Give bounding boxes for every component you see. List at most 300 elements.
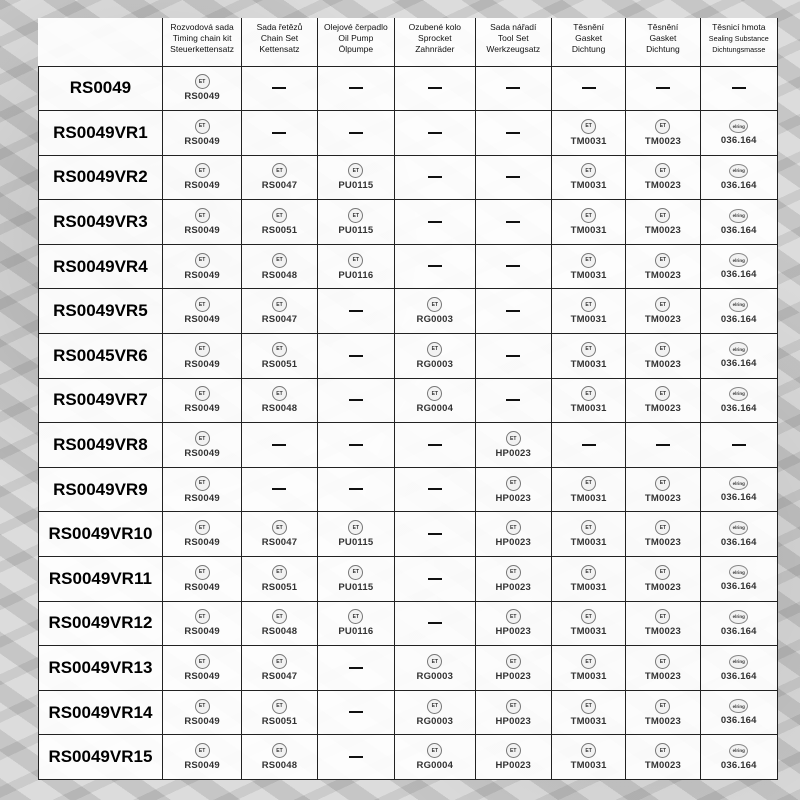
- part-item: [395, 743, 475, 771]
- et-logo-icon: ET: [581, 565, 596, 580]
- column-header-line: Oil Pump: [338, 33, 374, 43]
- elring-logo-icon: elring: [729, 119, 748, 133]
- et-logo-icon: ET: [427, 297, 442, 312]
- table-row: [39, 467, 778, 512]
- part-item: [242, 297, 316, 325]
- part-cell: [317, 423, 394, 468]
- part-code: RS0049: [184, 492, 220, 504]
- part-item: [701, 387, 777, 414]
- part-item: [476, 699, 551, 727]
- column-header-line: Chain Set: [260, 33, 299, 43]
- part-cell: [551, 423, 625, 468]
- et-logo-icon: ET: [655, 253, 670, 268]
- part-item: [242, 565, 316, 593]
- kit-name: RS0049VR1: [39, 111, 163, 156]
- part-item: [552, 699, 625, 727]
- part-cell: [395, 244, 476, 289]
- et-logo-icon: ET: [655, 520, 670, 535]
- part-cell: [551, 467, 625, 512]
- table-row: [39, 735, 778, 780]
- part-item: [476, 654, 551, 682]
- et-logo-icon: ET: [655, 163, 670, 178]
- part-cell: [475, 378, 551, 423]
- column-header: [475, 18, 551, 66]
- part-cell: [626, 690, 700, 735]
- part-code: RS0047: [261, 537, 298, 549]
- kit-name: RS0049VR13: [39, 646, 163, 691]
- et-logo-icon: ET: [195, 342, 210, 357]
- parts-table-container: [38, 18, 778, 780]
- et-logo-icon: ET: [195, 654, 210, 669]
- elring-logo-icon: elring: [729, 655, 748, 669]
- part-cell: [626, 289, 700, 334]
- kit-name: RS0049VR12: [39, 601, 163, 646]
- part-item: [701, 476, 777, 503]
- part-cell: [242, 512, 317, 557]
- part-code: HP0023: [495, 537, 532, 549]
- part-cell: [551, 512, 625, 557]
- part-code: RS0049: [184, 537, 220, 549]
- part-cell: [162, 512, 241, 557]
- part-cell: [242, 244, 317, 289]
- elring-logo-icon: elring: [729, 253, 748, 267]
- part-cell: [395, 512, 476, 557]
- part-cell: [475, 690, 551, 735]
- part-item: [552, 476, 625, 504]
- part-item: [395, 342, 475, 370]
- part-cell: [317, 289, 394, 334]
- part-cell: [700, 334, 777, 379]
- part-item: [318, 609, 394, 637]
- part-code: TM0023: [644, 358, 681, 370]
- part-code: RS0047: [261, 671, 298, 683]
- part-item: [163, 476, 241, 504]
- part-item: [163, 431, 241, 459]
- not-included-dash: [506, 221, 520, 223]
- column-header-line: Dichtung: [571, 44, 606, 54]
- part-cell: [475, 155, 551, 200]
- part-code: RG0004: [416, 760, 454, 772]
- part-cell: [162, 244, 241, 289]
- column-header-line: Sprocket: [418, 33, 452, 43]
- part-code: 036.164: [720, 358, 757, 370]
- kit-name: RS0049VR9: [39, 467, 163, 512]
- table-row: [39, 601, 778, 646]
- part-code: RS0049: [184, 135, 220, 147]
- et-logo-icon: ET: [348, 609, 363, 624]
- part-cell: [551, 557, 625, 602]
- part-cell: [475, 735, 551, 780]
- part-cell: [551, 289, 625, 334]
- part-code: HP0023: [495, 671, 532, 683]
- part-item: [163, 565, 241, 593]
- part-cell: [317, 601, 394, 646]
- not-included-dash: [582, 87, 596, 89]
- elring-logo-icon: elring: [729, 164, 748, 178]
- part-code: HP0023: [495, 715, 532, 727]
- kit-name: RS0049VR8: [39, 423, 163, 468]
- elring-logo-icon: elring: [729, 298, 748, 312]
- part-code: HP0023: [495, 448, 532, 460]
- part-cell: [395, 378, 476, 423]
- not-included-dash: [428, 622, 442, 624]
- part-item: [242, 342, 316, 370]
- part-cell: [626, 334, 700, 379]
- et-logo-icon: ET: [195, 163, 210, 178]
- table-row: [39, 334, 778, 379]
- part-item: [701, 610, 777, 637]
- kit-name: RS0049VR15: [39, 735, 163, 780]
- not-included-dash: [428, 87, 442, 89]
- part-cell: [475, 244, 551, 289]
- et-logo-icon: ET: [581, 163, 596, 178]
- part-cell: [242, 200, 317, 245]
- part-code: TM0031: [570, 581, 607, 593]
- part-item: [552, 609, 625, 637]
- part-code: 036.164: [720, 313, 757, 325]
- part-cell: [162, 646, 241, 691]
- part-cell: [242, 467, 317, 512]
- column-header-line: Gasket: [575, 33, 603, 43]
- part-item: [163, 253, 241, 281]
- part-code: TM0031: [570, 403, 607, 415]
- part-code: RG0003: [416, 671, 454, 683]
- part-item: [318, 208, 394, 236]
- part-cell: [626, 601, 700, 646]
- part-code: TM0023: [644, 403, 681, 415]
- part-cell: [317, 155, 394, 200]
- et-logo-icon: ET: [272, 253, 287, 268]
- et-logo-icon: ET: [272, 342, 287, 357]
- header-row: [39, 18, 778, 66]
- part-code: TM0031: [570, 626, 607, 638]
- part-code: 036.164: [720, 670, 757, 682]
- et-logo-icon: ET: [581, 654, 596, 669]
- not-included-dash: [582, 444, 596, 446]
- part-item: [163, 743, 241, 771]
- part-item: [626, 163, 699, 191]
- not-included-dash: [506, 132, 520, 134]
- part-item: [318, 520, 394, 548]
- part-code: TM0023: [644, 135, 681, 147]
- part-code: TM0031: [570, 225, 607, 237]
- part-cell: [700, 646, 777, 691]
- part-cell: [317, 690, 394, 735]
- part-code: RG0003: [416, 715, 454, 727]
- not-included-dash: [428, 176, 442, 178]
- part-item: [701, 521, 777, 548]
- column-header-line: Těsnění: [647, 22, 679, 32]
- elring-logo-icon: elring: [729, 476, 748, 490]
- et-logo-icon: ET: [506, 743, 521, 758]
- et-logo-icon: ET: [348, 520, 363, 535]
- part-cell: [475, 557, 551, 602]
- part-cell: [395, 467, 476, 512]
- part-cell: [626, 66, 700, 111]
- not-included-dash: [349, 399, 363, 401]
- part-code: HP0023: [495, 760, 532, 772]
- et-logo-icon: ET: [195, 476, 210, 491]
- kit-name: RS0049VR2: [39, 155, 163, 200]
- kit-name: RS0045VR6: [39, 334, 163, 379]
- part-cell: [242, 289, 317, 334]
- part-code: RS0049: [184, 760, 220, 772]
- et-logo-icon: ET: [581, 699, 596, 714]
- column-header-line: Těsnicí hmota: [712, 22, 766, 32]
- part-cell: [242, 646, 317, 691]
- part-item: [476, 431, 551, 459]
- et-logo-icon: ET: [272, 609, 287, 624]
- et-logo-icon: ET: [581, 119, 596, 134]
- part-item: [552, 743, 625, 771]
- part-cell: [551, 244, 625, 289]
- table-row: [39, 111, 778, 156]
- part-cell: [700, 66, 777, 111]
- et-logo-icon: ET: [348, 163, 363, 178]
- part-cell: [551, 735, 625, 780]
- part-item: [395, 699, 475, 727]
- et-logo-icon: ET: [506, 565, 521, 580]
- part-cell: [317, 378, 394, 423]
- part-cell: [317, 200, 394, 245]
- part-cell: [317, 111, 394, 156]
- not-included-dash: [349, 667, 363, 669]
- et-logo-icon: ET: [195, 297, 210, 312]
- column-header: [551, 18, 625, 66]
- part-code: PU0115: [338, 180, 374, 192]
- part-item: [476, 565, 551, 593]
- part-code: RS0049: [184, 671, 220, 683]
- part-item: [626, 386, 699, 414]
- part-item: [701, 253, 777, 280]
- column-header-line: Dichtung: [646, 44, 680, 54]
- not-included-dash: [428, 444, 442, 446]
- not-included-dash: [349, 132, 363, 134]
- et-logo-icon: ET: [655, 743, 670, 758]
- not-included-dash: [349, 355, 363, 357]
- part-code: TM0031: [570, 358, 607, 370]
- part-code: TM0031: [570, 492, 607, 504]
- part-item: [552, 208, 625, 236]
- kit-name: RS0049VR14: [39, 690, 163, 735]
- part-cell: [162, 557, 241, 602]
- part-code: TM0031: [570, 760, 607, 772]
- kit-name: RS0049VR4: [39, 244, 163, 289]
- column-header: [242, 18, 317, 66]
- part-code: 036.164: [720, 224, 757, 236]
- et-logo-icon: ET: [195, 743, 210, 758]
- column-header-line: Kettensatz: [259, 44, 300, 54]
- part-item: [626, 654, 699, 682]
- et-logo-icon: ET: [506, 699, 521, 714]
- part-cell: [317, 735, 394, 780]
- kit-name: RS0049: [39, 66, 163, 111]
- column-header-line: Těsnění: [573, 22, 604, 32]
- not-included-dash: [428, 578, 442, 580]
- part-code: RS0049: [184, 314, 220, 326]
- part-item: [395, 386, 475, 414]
- part-code: TM0023: [644, 626, 681, 638]
- part-code: RS0049: [184, 448, 220, 460]
- part-code: TM0031: [570, 715, 607, 727]
- part-cell: [395, 557, 476, 602]
- et-logo-icon: ET: [655, 654, 670, 669]
- et-logo-icon: ET: [195, 119, 210, 134]
- part-cell: [242, 111, 317, 156]
- et-logo-icon: ET: [581, 476, 596, 491]
- not-included-dash: [506, 355, 520, 357]
- part-code: TM0031: [570, 537, 607, 549]
- part-code: TM0023: [644, 314, 681, 326]
- part-code: RS0048: [261, 403, 298, 415]
- part-item: [242, 163, 316, 191]
- part-item: [701, 342, 777, 369]
- part-code: 036.164: [720, 715, 757, 727]
- part-item: [626, 476, 699, 504]
- part-cell: [162, 601, 241, 646]
- part-code: RS0049: [184, 403, 220, 415]
- part-cell: [317, 244, 394, 289]
- part-item: [163, 520, 241, 548]
- part-item: [476, 609, 551, 637]
- part-code: 036.164: [720, 759, 757, 771]
- elring-logo-icon: elring: [729, 209, 748, 223]
- et-logo-icon: ET: [655, 342, 670, 357]
- table-row: [39, 646, 778, 691]
- part-cell: [700, 467, 777, 512]
- et-logo-icon: ET: [655, 297, 670, 312]
- et-logo-icon: ET: [272, 163, 287, 178]
- part-item: [626, 743, 699, 771]
- part-code: TM0023: [644, 180, 681, 192]
- part-cell: [475, 646, 551, 691]
- et-logo-icon: ET: [195, 520, 210, 535]
- part-cell: [551, 601, 625, 646]
- part-cell: [700, 512, 777, 557]
- part-item: [552, 386, 625, 414]
- part-item: [163, 386, 241, 414]
- et-logo-icon: ET: [506, 431, 521, 446]
- part-cell: [700, 244, 777, 289]
- part-code: TM0023: [644, 671, 681, 683]
- part-cell: [395, 735, 476, 780]
- part-cell: [700, 735, 777, 780]
- et-logo-icon: ET: [581, 297, 596, 312]
- part-item: [552, 565, 625, 593]
- table-row: [39, 423, 778, 468]
- part-cell: [475, 423, 551, 468]
- part-item: [701, 119, 777, 146]
- et-logo-icon: ET: [506, 654, 521, 669]
- part-cell: [242, 690, 317, 735]
- part-item: [318, 163, 394, 191]
- part-item: [552, 520, 625, 548]
- part-code: PU0115: [338, 581, 374, 593]
- part-item: [626, 342, 699, 370]
- et-logo-icon: ET: [581, 743, 596, 758]
- part-cell: [700, 155, 777, 200]
- part-cell: [626, 111, 700, 156]
- part-code: PU0115: [338, 225, 374, 237]
- et-logo-icon: ET: [195, 386, 210, 401]
- part-item: [163, 74, 241, 102]
- part-code: RS0051: [261, 225, 298, 237]
- part-cell: [162, 735, 241, 780]
- kit-name: RS0049VR3: [39, 200, 163, 245]
- part-cell: [551, 66, 625, 111]
- not-included-dash: [349, 310, 363, 312]
- part-cell: [395, 155, 476, 200]
- part-code: RS0051: [261, 358, 298, 370]
- part-cell: [700, 289, 777, 334]
- part-item: [318, 565, 394, 593]
- not-included-dash: [349, 444, 363, 446]
- part-item: [552, 253, 625, 281]
- et-logo-icon: ET: [195, 253, 210, 268]
- et-logo-icon: ET: [506, 520, 521, 535]
- part-cell: [475, 289, 551, 334]
- kit-name: RS0049VR5: [39, 289, 163, 334]
- table-row: [39, 66, 778, 111]
- not-included-dash: [272, 444, 286, 446]
- part-code: HP0023: [495, 581, 532, 593]
- part-cell: [162, 289, 241, 334]
- part-item: [626, 609, 699, 637]
- part-code: RS0049: [184, 180, 220, 192]
- part-code: RS0049: [184, 715, 220, 727]
- part-cell: [395, 111, 476, 156]
- et-logo-icon: ET: [655, 565, 670, 580]
- not-included-dash: [732, 87, 746, 89]
- part-cell: [626, 244, 700, 289]
- part-code: RS0048: [261, 626, 298, 638]
- et-logo-icon: ET: [427, 342, 442, 357]
- et-logo-icon: ET: [427, 386, 442, 401]
- part-item: [626, 119, 699, 147]
- part-code: TM0023: [644, 492, 681, 504]
- part-cell: [395, 646, 476, 691]
- part-item: [476, 743, 551, 771]
- part-item: [552, 163, 625, 191]
- not-included-dash: [732, 444, 746, 446]
- column-header-line: Sealing Substance: [708, 34, 769, 43]
- part-cell: [551, 690, 625, 735]
- et-logo-icon: ET: [427, 654, 442, 669]
- not-included-dash: [506, 265, 520, 267]
- kit-name: RS0049VR7: [39, 378, 163, 423]
- part-item: [476, 476, 551, 504]
- part-code: RS0048: [261, 760, 298, 772]
- table-row: [39, 155, 778, 200]
- part-item: [552, 297, 625, 325]
- part-cell: [242, 334, 317, 379]
- part-cell: [162, 423, 241, 468]
- kit-name: RS0049VR11: [39, 557, 163, 602]
- part-item: [626, 520, 699, 548]
- part-code: RS0051: [261, 581, 298, 593]
- et-logo-icon: ET: [348, 253, 363, 268]
- part-item: [626, 699, 699, 727]
- part-item: [163, 699, 241, 727]
- et-logo-icon: ET: [655, 476, 670, 491]
- column-header-line: Steuerkettensatz: [170, 44, 234, 54]
- part-item: [242, 253, 316, 281]
- part-cell: [317, 467, 394, 512]
- part-item: [626, 253, 699, 281]
- part-cell: [242, 423, 317, 468]
- part-cell: [242, 378, 317, 423]
- part-code: TM0023: [644, 225, 681, 237]
